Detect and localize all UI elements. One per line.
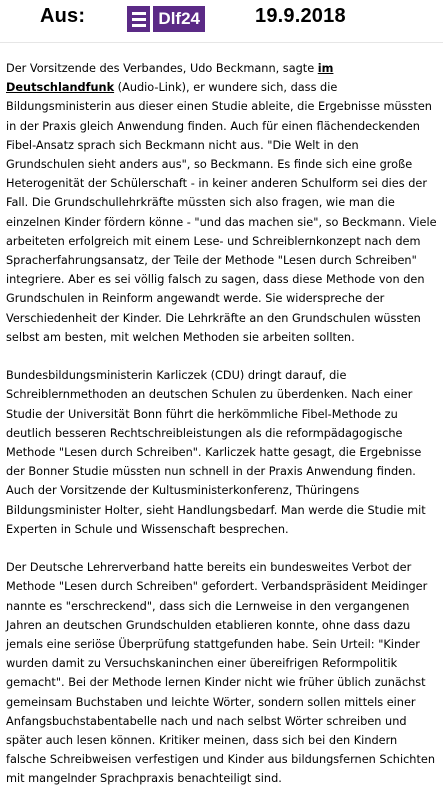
paragraph-text: Der Vorsitzende des Verbandes, Udo Beckmann, sagte: [6, 62, 318, 75]
article-body: [6, 59, 438, 808]
header-divider: [0, 42, 443, 43]
article-paragraph-1: [6, 59, 438, 347]
source-label: Aus:: [40, 5, 86, 27]
deutschlandfunk-link[interactable]: im Deutschlandfunk: [6, 62, 334, 95]
clipping-date: 19.9.2018: [255, 5, 346, 27]
logo-wordmark: Dlf24: [153, 6, 205, 32]
article-paragraph-2: Bundesbildungsministerin Karliczek (CDU) dringt darauf, die Schreiblernmethoden an deutschen Schulen zu überdenken. Nach einer Studie der Universität Bonn führt die herkömmliche Fibel-Methode zu deutlich besseren Rechtschreibleistungen als die reformpädagogische Methode "Lesen durch Schreiben". Karliczek hatte gesagt, die Ergebnisse der Bonner Studie müssten nun schnell in der Praxis Anwendung finden. Auch der Vorsitzende der Kultusministerkonferenz, Thüringens Bildungsminister Holter, sieht Handlungsbedarf. Man werde die Studie mit Experten in Schule und Wissenschaft besprechen.: [6, 369, 426, 536]
dlf24-logo: [127, 6, 205, 32]
clipping-header: [0, 0, 443, 42]
article-paragraph-3: Der Deutsche Lehrerverband hatte bereits ein bundesweites Verbot der Methode "Lesen durch Schreiben" gefordert. Verbandspräsident Meidinger nannte es "erschreckend", dass sich die Lernweise in den vergangenen Jahren an deutschen Grundschulden etablieren konnte, ohne dass dazu jemals eine seriöse Überprüfung stattgefunden habe. Sein Urteil: "Kinder wurden damit zu Versuchskaninchen einer übereifrigen Reformpolitik gemacht". Bei der Methode lernen Kinder nicht wie früher üblich zunächst gemeinsam Buchstaben und leichte Wörter, sondern sollen mittels einer Anfangsbuchstabentabelle nach und nach selbst Wörter schreiben und später auch lesen können. Kritiker meinen, dass sich bei den Kindern falsche Schreibweisen verfestigen und Kinder aus bildungsfernen Schichten mit mangelnder Sprachpraxis benachteiligt sind.: [6, 561, 436, 786]
dlf-logo-icon: [127, 6, 150, 32]
paragraph-text: (Audio-Link), er wundere sich, dass die Bildungsministerin aus dieser einen Studie ableite, die Ergebnisse müssten in der Praxis gleich Anwendung finden. Auch für einen flächendeckenden Fibel-Ansatz sprach sich Beckmann nicht aus. "Die Welt in den Grundschulen sieht anders aus", so Beckmann. Es finde sich eine große Heterogenität der Schülerschaft - in keiner anderen Schulform sei dies der Fall. Die Grundschullehrkräfte müssten sich also fragen, wie man die einzelnen Kinder fördern könne - "und das machen sie", so Beckmann. Viele arbeiteten erfolgreich mit einem Lese- und Schreiblernkonzept nach dem Spracherfahrungsansatz, der Teile der Methode "Lesen durch Schreiben" integriere. Aber es sei völlig falsch zu sagen, dass diese Methode von den Grundschulen in Reinform angewandt werde. Sie widerspreche der Verschiedenheit der Kinder. Die Lehrkräfte an den Grundschulen wüssten selbst am besten, mit welchen Methoden sie arbeiten sollten.: [6, 81, 437, 344]
